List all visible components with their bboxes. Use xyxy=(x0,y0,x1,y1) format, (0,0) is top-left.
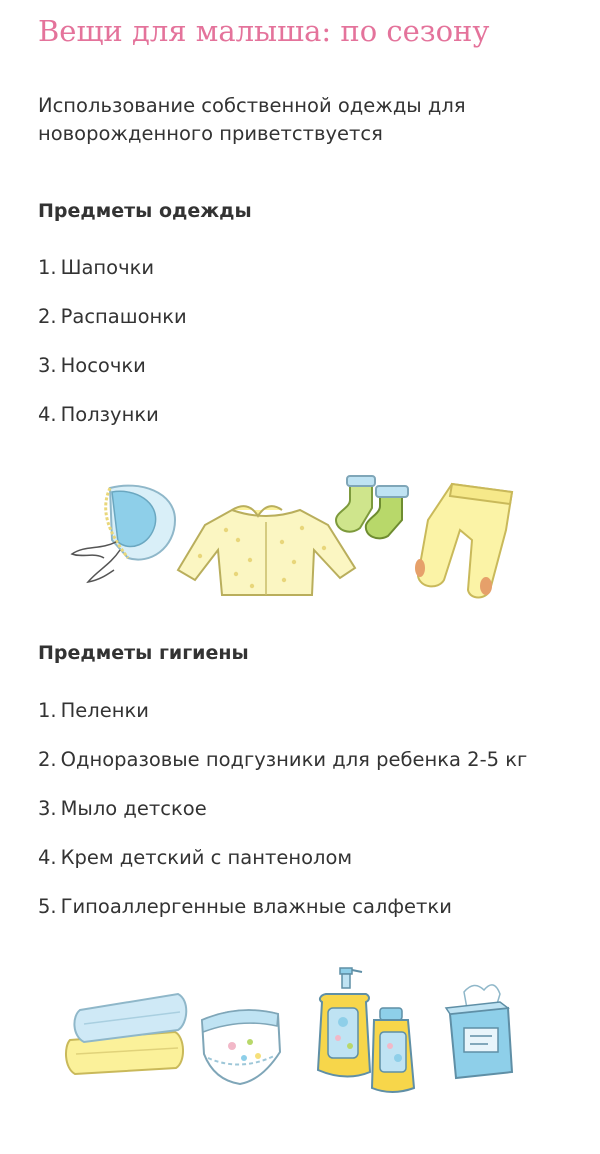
wet-wipes-icon xyxy=(446,985,512,1078)
disposable-diaper-icon xyxy=(202,1010,280,1084)
list-item: 3. Носочки xyxy=(38,354,146,377)
list-item: 4. Ползунки xyxy=(38,403,159,426)
clothing-heading: Предметы одежды xyxy=(38,200,252,222)
romper-pants-icon xyxy=(415,484,512,598)
list-item: 1. Шапочки xyxy=(38,256,155,279)
socks-icon xyxy=(336,476,408,538)
folded-diapers-icon xyxy=(66,994,186,1074)
clothing-list xyxy=(38,253,187,449)
hygiene-list xyxy=(38,696,527,941)
list-item: 1. Пеленки xyxy=(38,699,149,722)
soap-bottles-icon xyxy=(318,968,414,1092)
baby-shirt-icon xyxy=(178,506,355,595)
list-item: 2. Распашонки xyxy=(38,305,187,328)
list-item: 4. Крем детский с пантенолом xyxy=(38,846,353,869)
bonnet-icon xyxy=(72,486,175,582)
list-item: 3. Мыло детское xyxy=(38,797,207,820)
list-item: 2. Одноразовые подгузники для ребенка 2-5 кг xyxy=(38,748,528,771)
list-item: 5. Гипоаллергенные влажные салфетки xyxy=(38,895,452,918)
hygiene-illustration xyxy=(0,962,600,1102)
hygiene-heading: Предметы гигиены xyxy=(38,642,249,664)
clothing-illustration xyxy=(0,470,600,610)
page-title: Вещи для малыша: по сезону xyxy=(38,14,490,48)
intro-text: Использование собственной одежды для новорожденного приветствуется xyxy=(38,94,466,145)
